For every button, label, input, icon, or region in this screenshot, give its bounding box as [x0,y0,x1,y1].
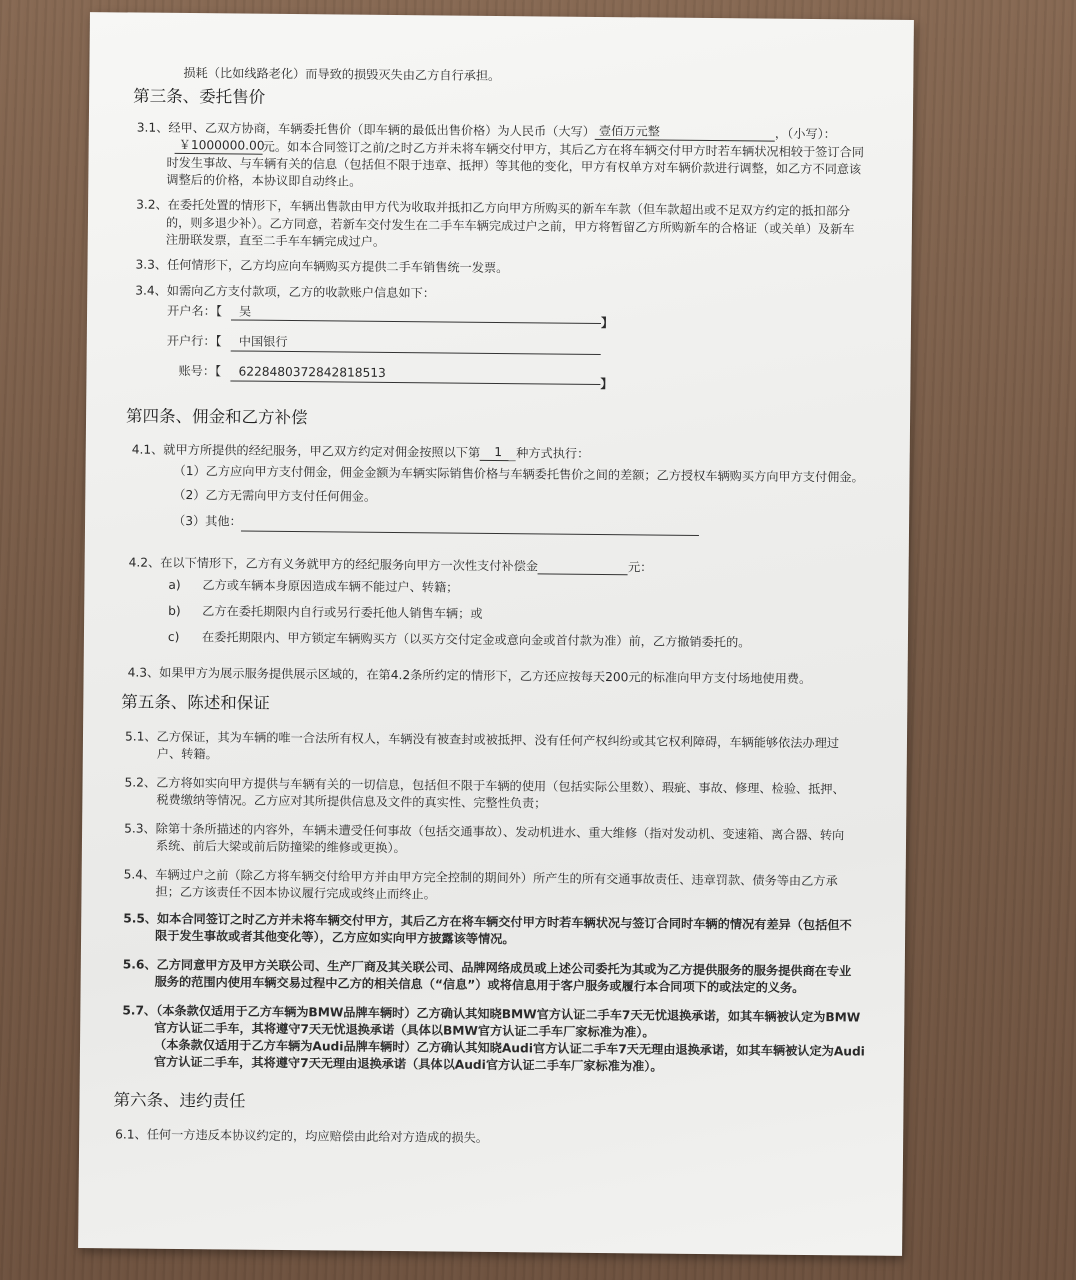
account-name-label: 开户名：【 [167,303,222,319]
clause-3-4: 3.4、如需向乙方支付款项，乙方的收款账户信息如下： [135,283,436,301]
compensation-amount-field [538,573,628,575]
commission-option-1: （1）乙方应向甲方支付佣金，佣金金额为车辆实际销售价格与车辆委托售价之间的差额；乙方授权车辆购买方向甲方支付佣金。 [173,463,864,485]
clause-5-4-line-2: 担；乙方该责任不因本协议履行完成或终止而终止。 [155,884,436,902]
clause-4-2-text-2: 元： [627,560,653,575]
clause-3-3: 3.3、任何情形下，乙方均应向车辆购买方提供二手车销售统一发票。 [135,257,509,276]
clause-5-5: 5.5、如本合同签订之时乙方并未将车辆交付甲方，其后乙方在将车辆交付甲方时若车辆状况与签订合同时车辆的情况有差异（包括但不 [123,911,852,933]
article-4-heading: 第四条、佣金和乙方补偿 [125,406,308,428]
clause-5-3-line-2: 系统、前后大梁或前后防撞梁的维修或更换）。 [155,838,406,856]
clause-3-2-line-2: 的，则多退少补）。乙方同意，若新车交付发生在二手车车辆完成过户之前，甲方将暂留乙方所购新车的合格证（或关单）及新车 [165,215,855,237]
clause-3-1-line-4: 调整后的价格，本协议即自动终止。 [166,172,362,189]
clause-6-1: 6.1、任何一方违反本协议约定的，均应赔偿由此给对方造成的损失。 [115,1127,489,1145]
account-name-line [231,319,601,324]
article-3-heading: 第三条、委托售价 [133,86,266,107]
item-a: 乙方或车辆本身原因造成车辆不能过户、转籍； [202,578,459,595]
clause-5-1: 5.1、乙方保证，其为车辆的唯一合法所有权人，车辆没有被查封或被抵押、没有任何产权纠纷或其它权利障碍，车辆能够依法办理过 [124,729,840,751]
account-name-bracket: 】 [600,315,614,331]
account-number-bracket: 】 [600,376,613,392]
article-5-heading: 第五条、陈述和保证 [121,692,270,713]
clause-5-2-line-2: 税费缴纳等情况。乙方应对其所提供信息及文件的真实性、完整性负责； [156,792,547,811]
clause-5-2: 5.2、乙方将如实向甲方提供与车辆有关的一切信息，包括但不限于车辆的使用（包括实际公里数）、瑕疵、事故、修理、检验、抵押、 [124,775,845,797]
contract-page [78,12,914,1256]
clause-4-2 [129,554,653,575]
item-a-marker: a) [168,577,181,592]
clause-4-1 [132,440,590,461]
clause-5-6: 5.6、乙方同意甲方及甲方关联公司、生产厂商及其关联公司、品牌网络成员或上述公司委托为其或为乙方提供服务的服务提供商在专业 [122,957,852,979]
clause-5-7-line-2: 官方认证二手车，其将遵守7天无忧退换承诺（具体以BMW官方认证二手车厂家标准为准）。 [154,1020,655,1040]
clause-5-3: 5.3、除第十条所描述的内容外，车辆未遭受任何事故（包括交通事故）、发动机进水、重大维修（指对发动机、变速箱、离合器、转向 [124,821,845,843]
item-b-marker: b) [168,603,181,618]
clause-5-6-line-2: 服务的范围内使用车辆交易过程中乙方的相关信息（“信息”）或将信息用于客户服务或履行本合同项下的或法定的义务。 [154,974,805,995]
clause-3-2: 3.2、在委托处置的情形下，车辆出售款由甲方代为收取并抵扣乙方向甲方所购买的新车车款（但车款超出或不足双方约定的抵扣部分 [136,197,851,219]
account-name-value: 吴 [239,304,252,319]
continued-text: 损耗（比如线路老化）而导致的损毁灭失由乙方自行承担。 [183,65,501,84]
clause-3-2-line-3: 注册联发票，直至二手车车辆完成过户。 [165,232,386,249]
clause-4-2-text: 4.2、在以下情形下，乙方有义务就甲方的经纪服务向甲方一次性支付补偿金 [128,555,539,574]
price-in-words: 壹佰万元整 [595,123,775,142]
commission-option-2: （2）乙方无需向甲方支付任何佣金。 [173,487,377,504]
item-b: 乙方在委托期限内自行或另行委托他人销售车辆；或 [202,604,483,621]
account-number-label: 账号：【 [178,363,222,379]
clause-5-1-line-2: 户、转籍。 [156,746,218,762]
clause-5-7: 5.7、（本条款仅适用于乙方车辆为BMW品牌车辆时）乙方确认其知晓BMW官方认证二手车7天无忧退换承诺，如其车辆被认定为BMW [122,1003,861,1025]
commission-option-3: （3）其他： [173,513,242,529]
account-number-line [230,380,600,385]
clause-5-7-line-4: 官方认证二手车，其将遵守7天无理由退换承诺（具体以Audi官方认证二手车厂家标准为准）。 [153,1054,663,1074]
clause-4-3: 4.3、如果甲方为展示服务提供展示区域的，在第4.2条所约定的情形下，乙方还应按每天200元的标准向甲方支付场地使用费。 [127,665,812,687]
clause-4-1-text: 4.1、就甲方所提供的经纪服务，甲乙双方约定对佣金按照以下第 [131,442,481,460]
article-6-heading: 第六条、违约责任 [113,1090,246,1111]
clause-5-4: 5.4、车辆过户之前（除乙方将车辆交付给甲方并由甲方完全控制的期间外）所产生的所有交通事故责任、违章罚款、债务等由乙方承 [123,867,838,889]
item-c: 在委托期限内、甲方锁定车辆购买方（以买方交付定金或意向金或首付款为准）前，乙方撤销委托的。 [201,630,751,650]
clause-3-1-line-3: 时发生事故、与车辆有关的信息（包括但不限于违章、抵押）等其他的变化，甲方有权单方对车辆价款进行调整，如乙方不同意该 [166,155,862,177]
commission-other-line [241,531,699,536]
commission-option-number: 1 [480,444,516,461]
clause-4-1-text-2: 种方式执行： [516,446,590,461]
clause-3-1-text: 3.1、经甲、乙双方协商，车辆委托售价（即车辆的最低出售价格）为人民币（大写） [136,120,596,139]
account-bank-label: 开户行：【 [166,333,222,349]
clause-3-1-text-3: 元。如本合同签订之前/之时乙方并未将车辆交付甲方，其后乙方在将车辆交付甲方时若车辆状况相较于签订合同 [262,139,865,160]
clause-3-1-text-2: ，（小写）： [774,126,836,142]
clause-5-5-line-2: 限于发生事故或者其他变化等），乙方应如实向甲方披露该等情况。 [155,928,515,947]
account-number-value: 6228480372842818513 [238,364,386,380]
clause-5-7-line-3: （本条款仅适用于乙方车辆为Audi品牌车辆时）乙方确认其知晓Audi官方认证二手车7天无理由退换承诺，如其车辆被认定为Audi [153,1037,865,1059]
item-c-marker: c) [167,629,180,644]
account-bank-value: 中国银行 [238,334,288,349]
account-bank-line [231,350,601,355]
price-in-figures: ￥1000000.00 [175,137,263,155]
